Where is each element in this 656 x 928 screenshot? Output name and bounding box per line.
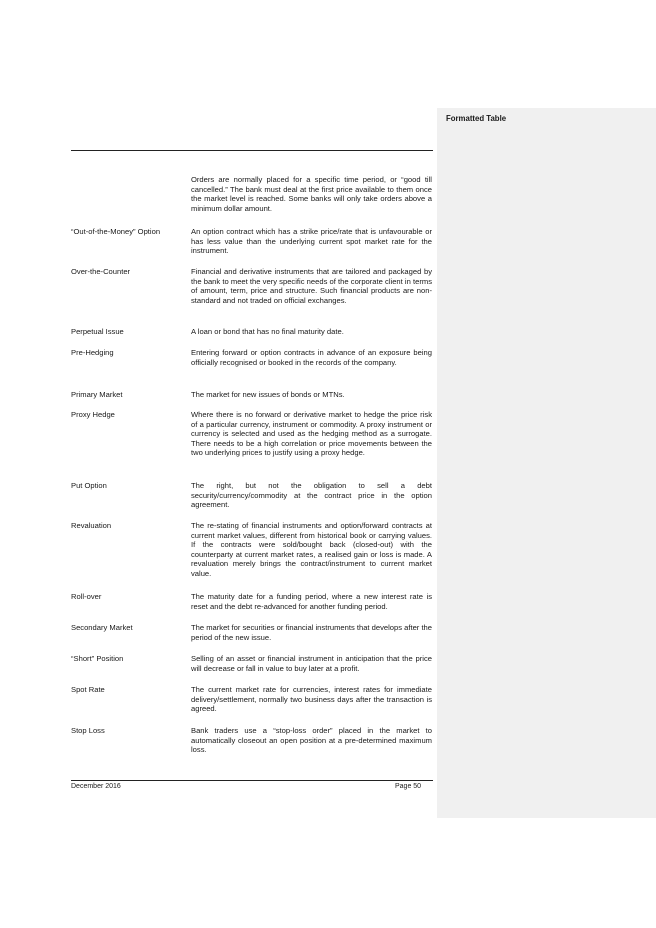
term-label: Primary Market: [71, 390, 123, 399]
definition-text: The market for new issues of bonds or MTNs.: [191, 390, 345, 399]
term-label: Pre-Hedging: [71, 348, 114, 357]
definition-text: The right, but not the obligation to sell a debt security/currency/commodity at the contract price in the option agreement.: [191, 481, 432, 510]
term-label: “Short” Position: [71, 654, 124, 663]
header-rule: [71, 150, 433, 151]
footer-rule: [71, 780, 433, 781]
term-label: Put Option: [71, 481, 107, 490]
definition-text: Selling of an asset or financial instrument in anticipation that the price will decrease or fall in value to buy later at a profit.: [191, 654, 432, 673]
definition-text: The re-stating of financial instruments and option/forward contracts at current market values, different from historical book or carrying values. If the contracts were sold/bought back (closed-out) with the counterparty at current market rates, a realised gain or loss is made. A revaluation merely brings the contract/instrument to current market value.: [191, 521, 432, 578]
term-label: Perpetual Issue: [71, 327, 124, 336]
page-number: Page 50: [395, 783, 422, 790]
definition-text: An option contract which has a strike price/rate that is unfavourable or has less value than the underlying current spot market rate for the instrument.: [191, 227, 432, 256]
definition-text: Financial and derivative instruments that are tailored and packaged by the bank to meet the very specific needs of the corporate client in terms of amount, term, price and structure. Such financial products are non-standard and not traded on official exchanges.: [191, 267, 432, 305]
definition-text: The market for securities or financial instruments that develops after the period of the new issue.: [191, 623, 433, 642]
term-label: Secondary Market: [71, 623, 133, 632]
term-label: Over-the-Counter: [71, 267, 131, 276]
definition-text: A loan or bond that has no final maturity date.: [191, 327, 344, 336]
term-label: Roll-over: [71, 592, 102, 601]
footer-date: December 2016: [71, 783, 121, 790]
definition-text: The maturity date for a funding period, where a new interest rate is reset and the debt re-advanced for another funding period.: [191, 592, 432, 611]
definition-text: Entering forward or option contracts in advance of an exposure being officially recognised or booked in the records of the company.: [191, 348, 432, 367]
term-label: Spot Rate: [71, 685, 105, 694]
term-label: Revaluation: [71, 521, 112, 530]
comment-format-label: Formatted Table: [446, 114, 507, 123]
definition-text: The current market rate for currencies, interest rates for immediate delivery/settlement, normally two business days after the transaction is agreed.: [191, 685, 432, 714]
term-label: Stop Loss: [71, 726, 105, 735]
definition-text: Orders are normally placed for a specific time period, or “good till cancelled.” The bank must deal at the first price available to them once the market level is reached. Some banks will only take orders above a minimum dollar amount.: [191, 175, 432, 213]
definition-text: Bank traders use a “stop-loss order” placed in the market to automatically closeout an open position at a pre-determined maximum loss.: [191, 726, 432, 755]
comment-pane: [437, 108, 656, 818]
term-label: Proxy Hedge: [71, 410, 115, 419]
term-label: “Out-of-the-Money” Option: [71, 227, 161, 236]
definition-text: Where there is no forward or derivative market to hedge the price risk of a particular currency, instrument or commodity. A proxy instrument or currency is selected and used as the hedging method as a surrogate. There needs to be a high correlation or price movements between the two underlying prices to justify using a proxy hedge.: [191, 410, 432, 458]
